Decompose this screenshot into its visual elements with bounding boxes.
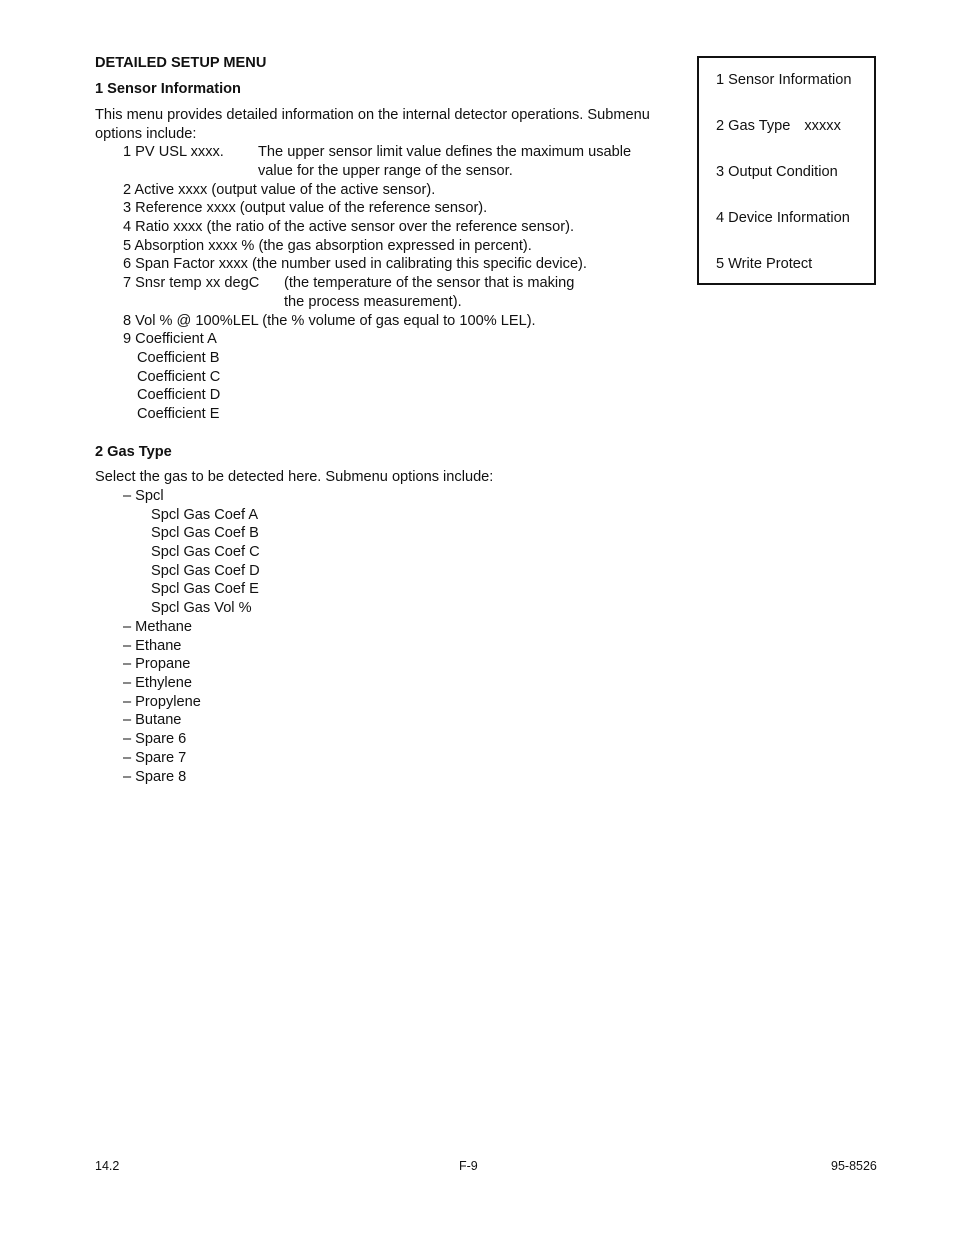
pv-usl-description-cont: value for the upper range of the sensor. (258, 163, 513, 179)
section-1-title: 1 Sensor Information (95, 81, 241, 97)
gas-option: – Propylene (123, 694, 201, 710)
menu-item-gas-type (716, 117, 841, 136)
gas-option-spcl: – Spcl (123, 488, 164, 504)
spcl-sub-item: Spcl Gas Vol % (151, 600, 252, 616)
spcl-sub-item: Spcl Gas Coef A (151, 507, 259, 523)
coefficient-a-item: 9 Coefficient A (123, 331, 217, 347)
gas-option: – Ethane (123, 638, 182, 654)
ratio-item: 4 Ratio xxxx (the ratio of the active sensor over the reference sensor). (123, 219, 574, 235)
menu-item-sensor-information: 1 Sensor Information (716, 72, 852, 88)
page-heading: DETAILED SETUP MENU (95, 55, 267, 71)
menu-item-device-information: 4 Device Information (716, 210, 850, 226)
absorption-item: 5 Absorption xxxx % (the gas absorption expressed in percent). (123, 238, 532, 254)
section-2-title: 2 Gas Type (95, 444, 172, 460)
coefficient-c-item: Coefficient C (137, 369, 221, 385)
spcl-sub-item: Spcl Gas Coef E (151, 581, 259, 597)
footer-left: 14.2 (95, 1159, 120, 1173)
pv-usl-label: 1 PV USL xxxx. (123, 144, 224, 160)
vol-lel-item: 8 Vol % @ 100%LEL (the % volume of gas equal to 100% LEL). (123, 313, 536, 329)
spcl-sub-item: Spcl Gas Coef C (151, 544, 260, 560)
snsr-temp-description: (the temperature of the sensor that is making (284, 275, 575, 291)
detailed-setup-menu-box (697, 56, 876, 285)
spcl-sub-item: Spcl Gas Coef D (151, 563, 260, 579)
menu-item-gas-type-value: xxxxx (804, 118, 841, 134)
spcl-sub-item: Spcl Gas Coef B (151, 525, 259, 541)
gas-option: – Ethylene (123, 675, 192, 691)
section-2-intro: Select the gas to be detected here. Submenu options include: (95, 469, 494, 485)
reference-item: 3 Reference xxxx (output value of the reference sensor). (123, 200, 488, 216)
section-1-intro: This menu provides detailed information on the internal detector operations. Submenu (95, 107, 650, 123)
snsr-temp-label: 7 Snsr temp xx degC (123, 275, 260, 291)
coefficient-d-item: Coefficient D (137, 387, 221, 403)
gas-option: – Spare 6 (123, 731, 187, 747)
menu-item-write-protect: 5 Write Protect (716, 256, 813, 272)
menu-item-gas-type-label: 2 Gas Type (716, 118, 791, 134)
coefficient-e-item: Coefficient E (137, 406, 220, 422)
active-item: 2 Active xxxx (output value of the active sensor). (123, 182, 436, 198)
span-factor-item: 6 Span Factor xxxx (the number used in calibrating this specific device). (123, 256, 587, 272)
section-1-intro-cont: options include: (95, 126, 197, 142)
gas-option: – Butane (123, 712, 182, 728)
footer-document-number: 95-8526 (831, 1159, 877, 1173)
gas-option: – Spare 7 (123, 750, 187, 766)
pv-usl-description: The upper sensor limit value defines the maximum usable (258, 144, 632, 160)
gas-option: – Methane (123, 619, 192, 635)
gas-option: – Propane (123, 656, 191, 672)
snsr-temp-description-cont: the process measurement). (284, 294, 462, 310)
menu-item-output-condition: 3 Output Condition (716, 164, 838, 180)
coefficient-b-item: Coefficient B (137, 350, 220, 366)
footer-page-number: F-9 (459, 1159, 478, 1173)
gas-option: – Spare 8 (123, 769, 187, 785)
